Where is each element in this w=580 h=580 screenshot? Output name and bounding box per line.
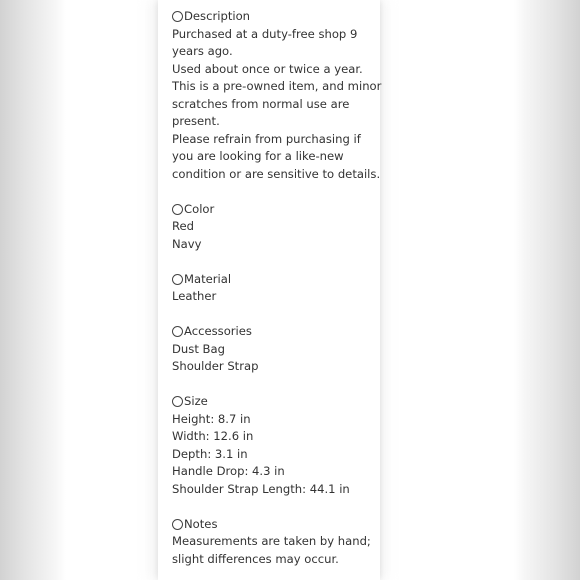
circle-bullet-icon: [172, 204, 183, 215]
description-line: Please refrain from purchasing if: [172, 131, 361, 146]
section-title: Accessories: [184, 324, 252, 338]
section-accessories: [172, 323, 380, 376]
section-title: Material: [184, 271, 232, 286]
color-value: Navy: [172, 236, 202, 251]
description-line: years ago.: [172, 44, 233, 58]
size-measurement: Depth: 3.1 in: [172, 446, 248, 461]
section-title: Color: [184, 201, 215, 216]
section-heading: [172, 323, 380, 341]
accessory-item: Dust Bag: [172, 341, 225, 356]
notes-line: Measurements are taken by hand;: [172, 534, 371, 548]
size-measurement: Height: 8.7 in: [172, 411, 251, 426]
description-line: scratches from normal use are: [172, 96, 350, 111]
size-measurement: Handle Drop: 4.3 in: [172, 464, 285, 478]
section-heading: [172, 271, 380, 289]
section-color: [172, 201, 380, 254]
section-description: [172, 8, 380, 183]
section-title: Notes: [184, 516, 218, 531]
size-measurement: Width: 12.6 in: [172, 429, 254, 443]
circle-bullet-icon: [172, 11, 183, 22]
listing-details: [172, 8, 380, 568]
section-heading: [172, 8, 380, 26]
notes-line: slight differences may occur.: [172, 551, 339, 566]
material-value: Leather: [172, 289, 217, 303]
accessory-item: Shoulder Strap: [172, 359, 259, 373]
circle-bullet-icon: [172, 326, 183, 337]
section-notes: [172, 516, 380, 569]
description-line: condition or are sensitive to details.: [172, 166, 381, 181]
section-heading: [172, 516, 380, 534]
circle-bullet-icon: [172, 274, 183, 285]
description-line: you are looking for a like-new: [172, 149, 344, 163]
circle-bullet-icon: [172, 519, 183, 530]
description-line: This is a pre-owned item, and minor: [172, 79, 382, 93]
section-title: Size: [184, 394, 208, 408]
section-title: Description: [184, 9, 251, 23]
description-line: Purchased at a duty-free shop 9: [172, 26, 358, 41]
description-line: Used about once or twice a year.: [172, 61, 363, 76]
circle-bullet-icon: [172, 396, 183, 407]
size-measurement: Shoulder Strap Length: 44.1 in: [172, 481, 350, 496]
section-size: [172, 393, 380, 498]
color-value: Red: [172, 219, 195, 233]
section-heading: [172, 201, 380, 219]
description-line: present.: [172, 114, 220, 128]
section-heading: [172, 393, 380, 411]
section-material: [172, 271, 380, 306]
